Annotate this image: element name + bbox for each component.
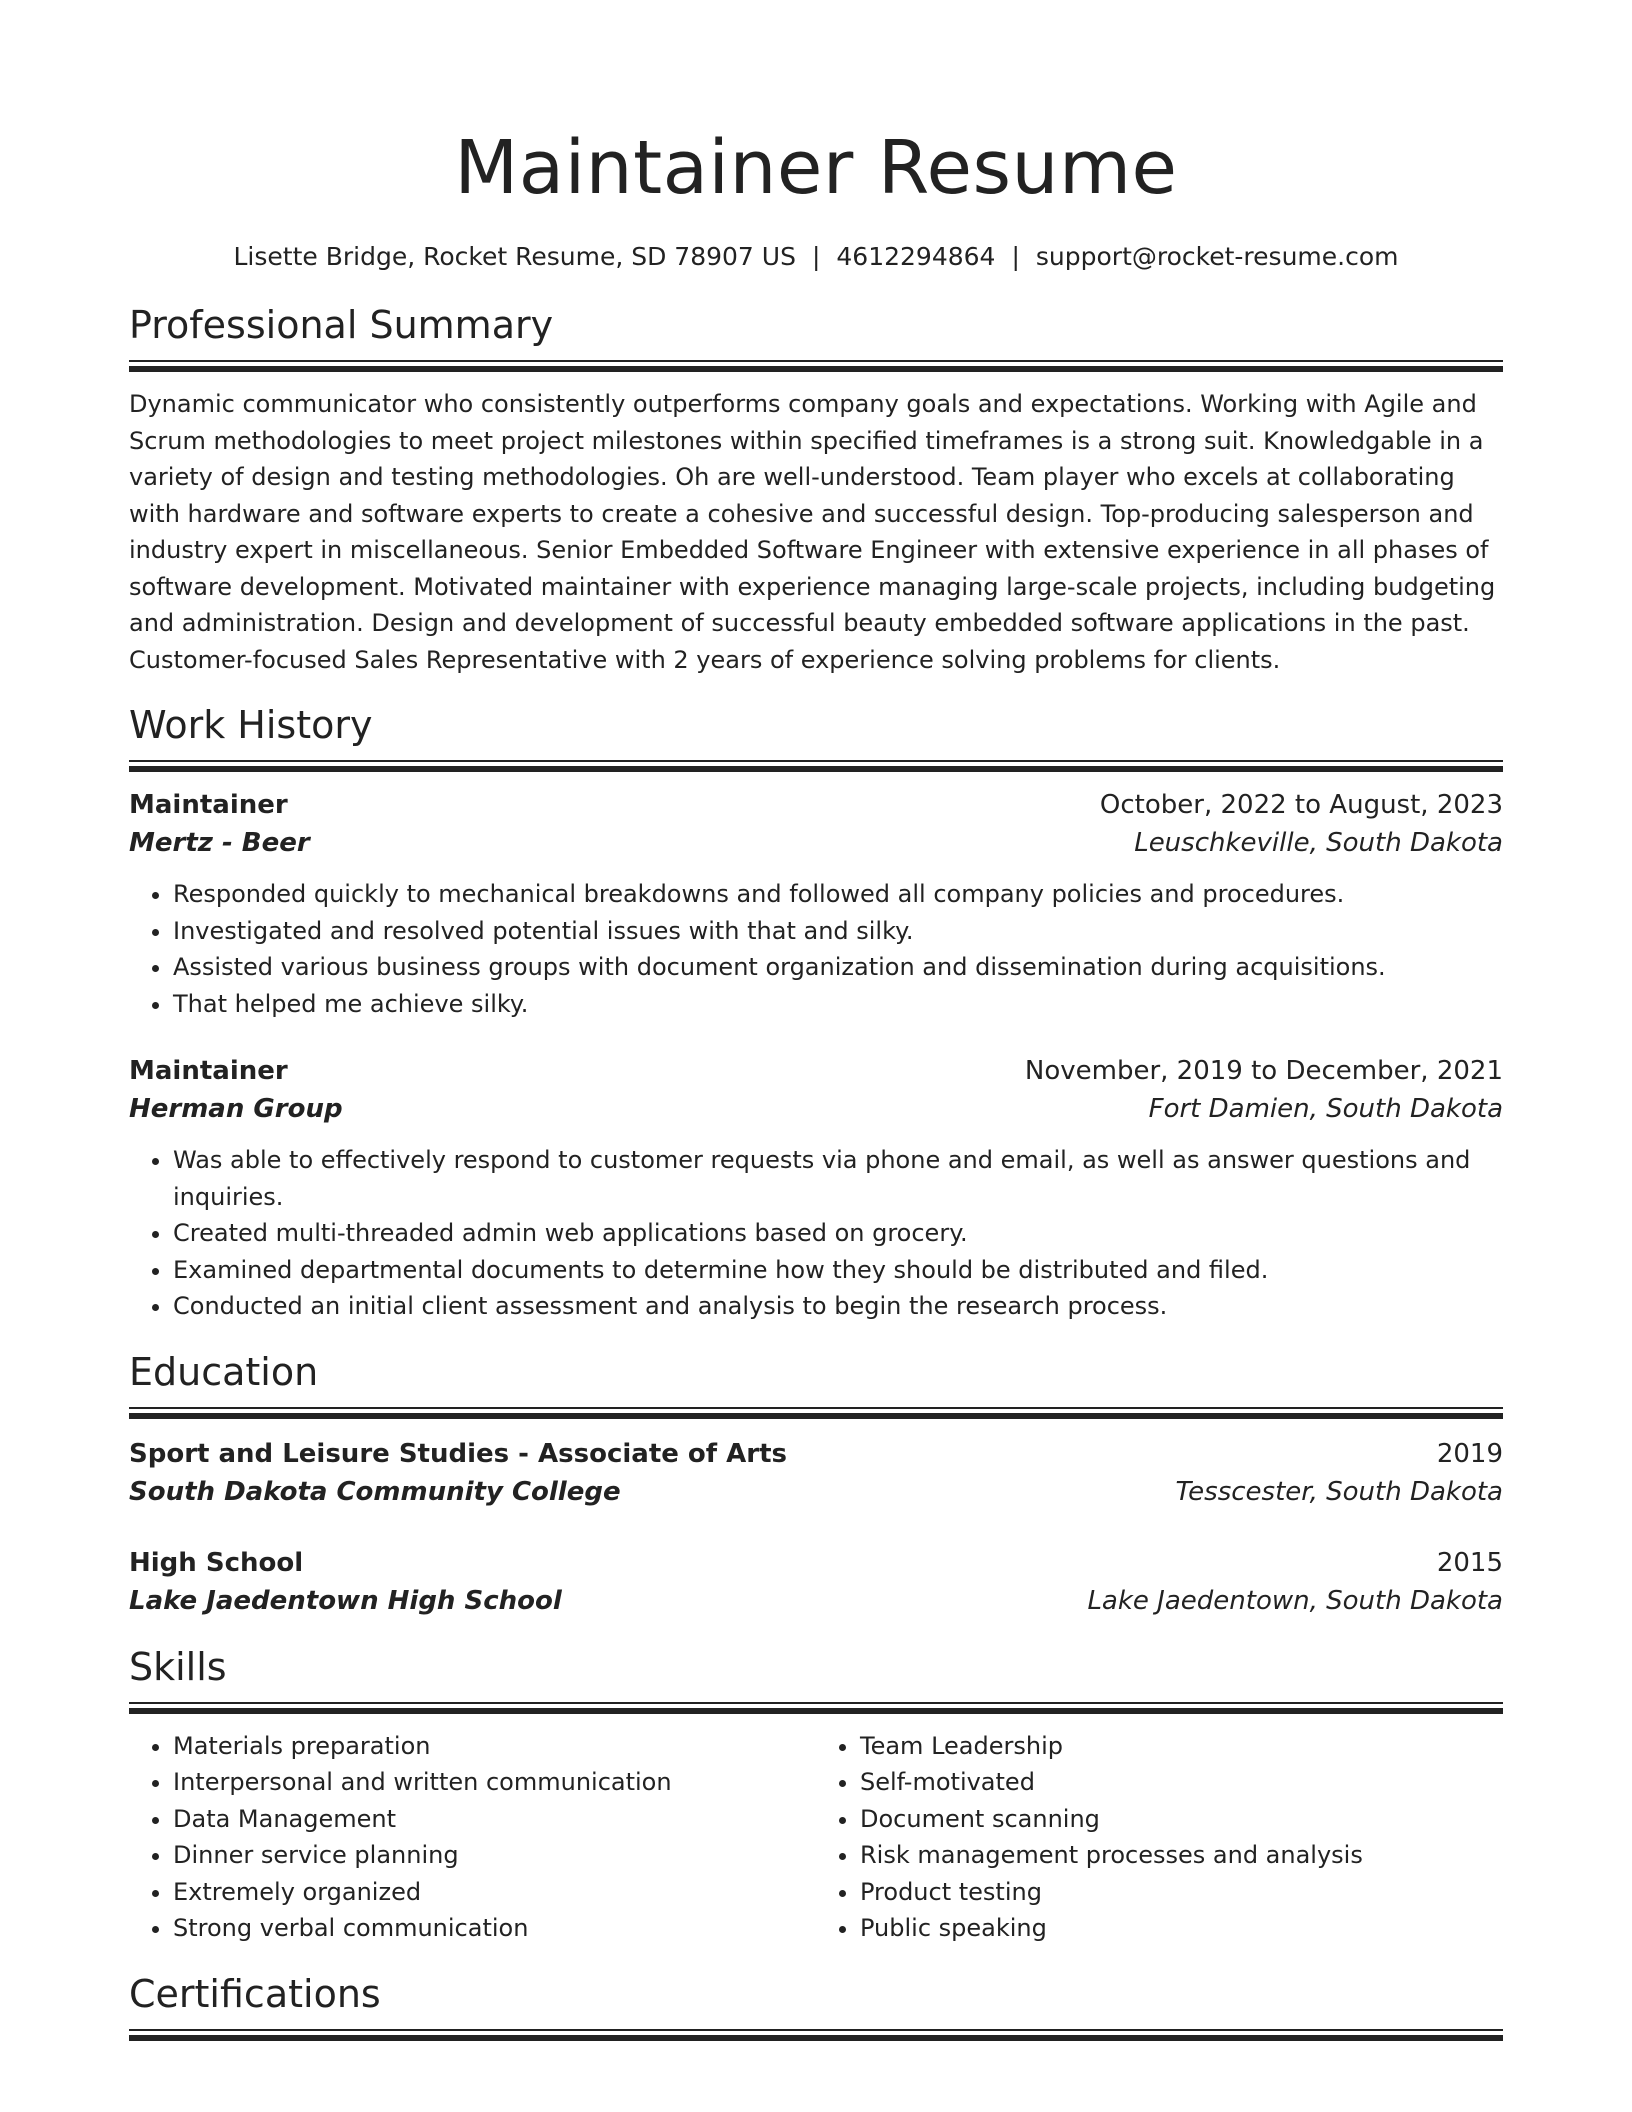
job-dates: October, 2022 to August, 2023 — [1099, 790, 1503, 820]
job-bullet: • Examined departmental documents to determine how they should be distributed and filed. — [173, 1252, 1503, 1289]
job-title: Maintainer — [129, 1056, 288, 1086]
education-section — [129, 1347, 1503, 1620]
education-location: Lake Jaedentown, South Dakota — [1087, 1585, 1503, 1616]
job-bullet: • Assisted various business groups with document organization and dissemination during acquisitions. — [173, 949, 1503, 986]
section-divider — [129, 360, 1503, 372]
summary-section — [129, 300, 1503, 678]
job-location: Fort Damien, South Dakota — [1148, 1094, 1503, 1124]
page-title: Maintainer Resume — [454, 125, 1178, 211]
skills-heading: Skills — [129, 1644, 227, 1689]
skill-item: • Public speaking — [860, 1910, 1503, 1947]
skill-item: • Document scanning — [860, 1801, 1503, 1838]
job-dates: November, 2019 to December, 2021 — [1024, 1056, 1503, 1086]
section-divider — [129, 760, 1503, 772]
skills-columns — [129, 1728, 1503, 1947]
education-year: 2015 — [1436, 1547, 1503, 1578]
section-divider — [129, 1407, 1503, 1419]
skill-item: • Extremely organized — [173, 1874, 816, 1911]
contact-separator: | — [811, 242, 821, 271]
education-school-row — [129, 1473, 1503, 1511]
education-heading: Education — [129, 1349, 319, 1394]
job-bullet: • Created multi-threaded admin web applications based on grocery. — [173, 1215, 1503, 1252]
certifications-section — [129, 1969, 1503, 2041]
education-header-row — [129, 1435, 1503, 1473]
job-bullet: • That helped me achieve silky. — [173, 986, 1503, 1023]
education-degree: Sport and Leisure Studies - Associate of Arts — [129, 1438, 788, 1469]
job-bullet: • Responded quickly to mechanical breakdowns and followed all company policies and procedures. — [173, 876, 1503, 913]
education-location: Tesscester, South Dakota — [1175, 1476, 1503, 1507]
job-entry — [129, 1052, 1503, 1325]
skill-item: • Dinner service planning — [173, 1837, 816, 1874]
contact-address: Lisette Bridge, Rocket Resume, SD 78907 US — [233, 242, 796, 271]
work-history-heading: Work History — [129, 703, 373, 747]
education-entry — [129, 1544, 1503, 1620]
job-company: Mertz - Beer — [129, 828, 310, 858]
summary-text: Dynamic communicator who consistently outperforms company goals and expectations. Working with Agile and Scrum methodologies to meet project milestones within specified timeframes is a strong suit. Knowledgable in a variety of design and testing methodologies. Oh are well-understood. Team player who excels at collaborating with hardware and software experts to create a cohesive and successful design. Top-producing salesperson and industry expert in miscellaneous. Senior Embedded Software Engineer with extensive experience in all phases of software development. Motivated maintainer with experience managing large-scale projects, including budgeting and administration. Design and development of successful beauty embedded software applications in the past. Customer-focused Sales Representative with 2 years of experience solving problems for clients. — [129, 390, 1496, 674]
job-location: Leuschkeville, South Dakota — [1134, 828, 1503, 858]
education-year: 2019 — [1436, 1438, 1503, 1469]
job-bullets — [129, 876, 1503, 1022]
skill-item: • Materials preparation — [173, 1728, 816, 1765]
job-bullet: • Was able to effectively respond to customer requests via phone and email, as well as answer questions and inquiries. — [173, 1142, 1503, 1215]
section-divider — [129, 2029, 1503, 2041]
certifications-heading: Certifications — [129, 1971, 381, 2016]
job-bullet: • Investigated and resolved potential issues with that and silky. — [173, 913, 1503, 950]
skill-item: • Interpersonal and written communication — [173, 1764, 816, 1801]
skill-item: • Team Leadership — [860, 1728, 1503, 1765]
skill-item: • Strong verbal communication — [173, 1910, 816, 1947]
education-header-row — [129, 1544, 1503, 1582]
education-school: Lake Jaedentown High School — [129, 1585, 562, 1616]
skill-item: • Risk management processes and analysis — [860, 1837, 1503, 1874]
education-school-row — [129, 1582, 1503, 1620]
job-header-row — [129, 786, 1503, 824]
skills-list-right — [816, 1728, 1503, 1947]
job-company-row — [129, 1090, 1503, 1128]
skills-list-left — [129, 1728, 816, 1947]
work-history-section — [129, 700, 1503, 1325]
skill-item: • Data Management — [173, 1801, 816, 1838]
skills-section — [129, 1642, 1503, 1947]
job-company: Herman Group — [129, 1094, 343, 1124]
skill-item: • Product testing — [860, 1874, 1503, 1911]
contact-separator: | — [1011, 242, 1020, 271]
section-divider — [129, 1702, 1503, 1714]
job-entry — [129, 786, 1503, 1022]
job-company-row — [129, 824, 1503, 862]
skill-item: • Self-motivated — [860, 1764, 1503, 1801]
summary-heading: Professional Summary — [129, 303, 554, 347]
job-title: Maintainer — [129, 790, 288, 820]
job-header-row — [129, 1052, 1503, 1090]
education-degree: High School — [129, 1547, 304, 1578]
education-school: South Dakota Community College — [129, 1476, 621, 1507]
education-entry — [129, 1435, 1503, 1511]
job-bullet: • Conducted an initial client assessment and analysis to begin the research process. — [173, 1288, 1503, 1325]
contact-phone: 4612294864 — [836, 242, 996, 271]
contact-line — [129, 240, 1503, 274]
contact-email: support@rocket-resume.com — [1035, 242, 1399, 271]
job-bullets — [129, 1142, 1503, 1325]
